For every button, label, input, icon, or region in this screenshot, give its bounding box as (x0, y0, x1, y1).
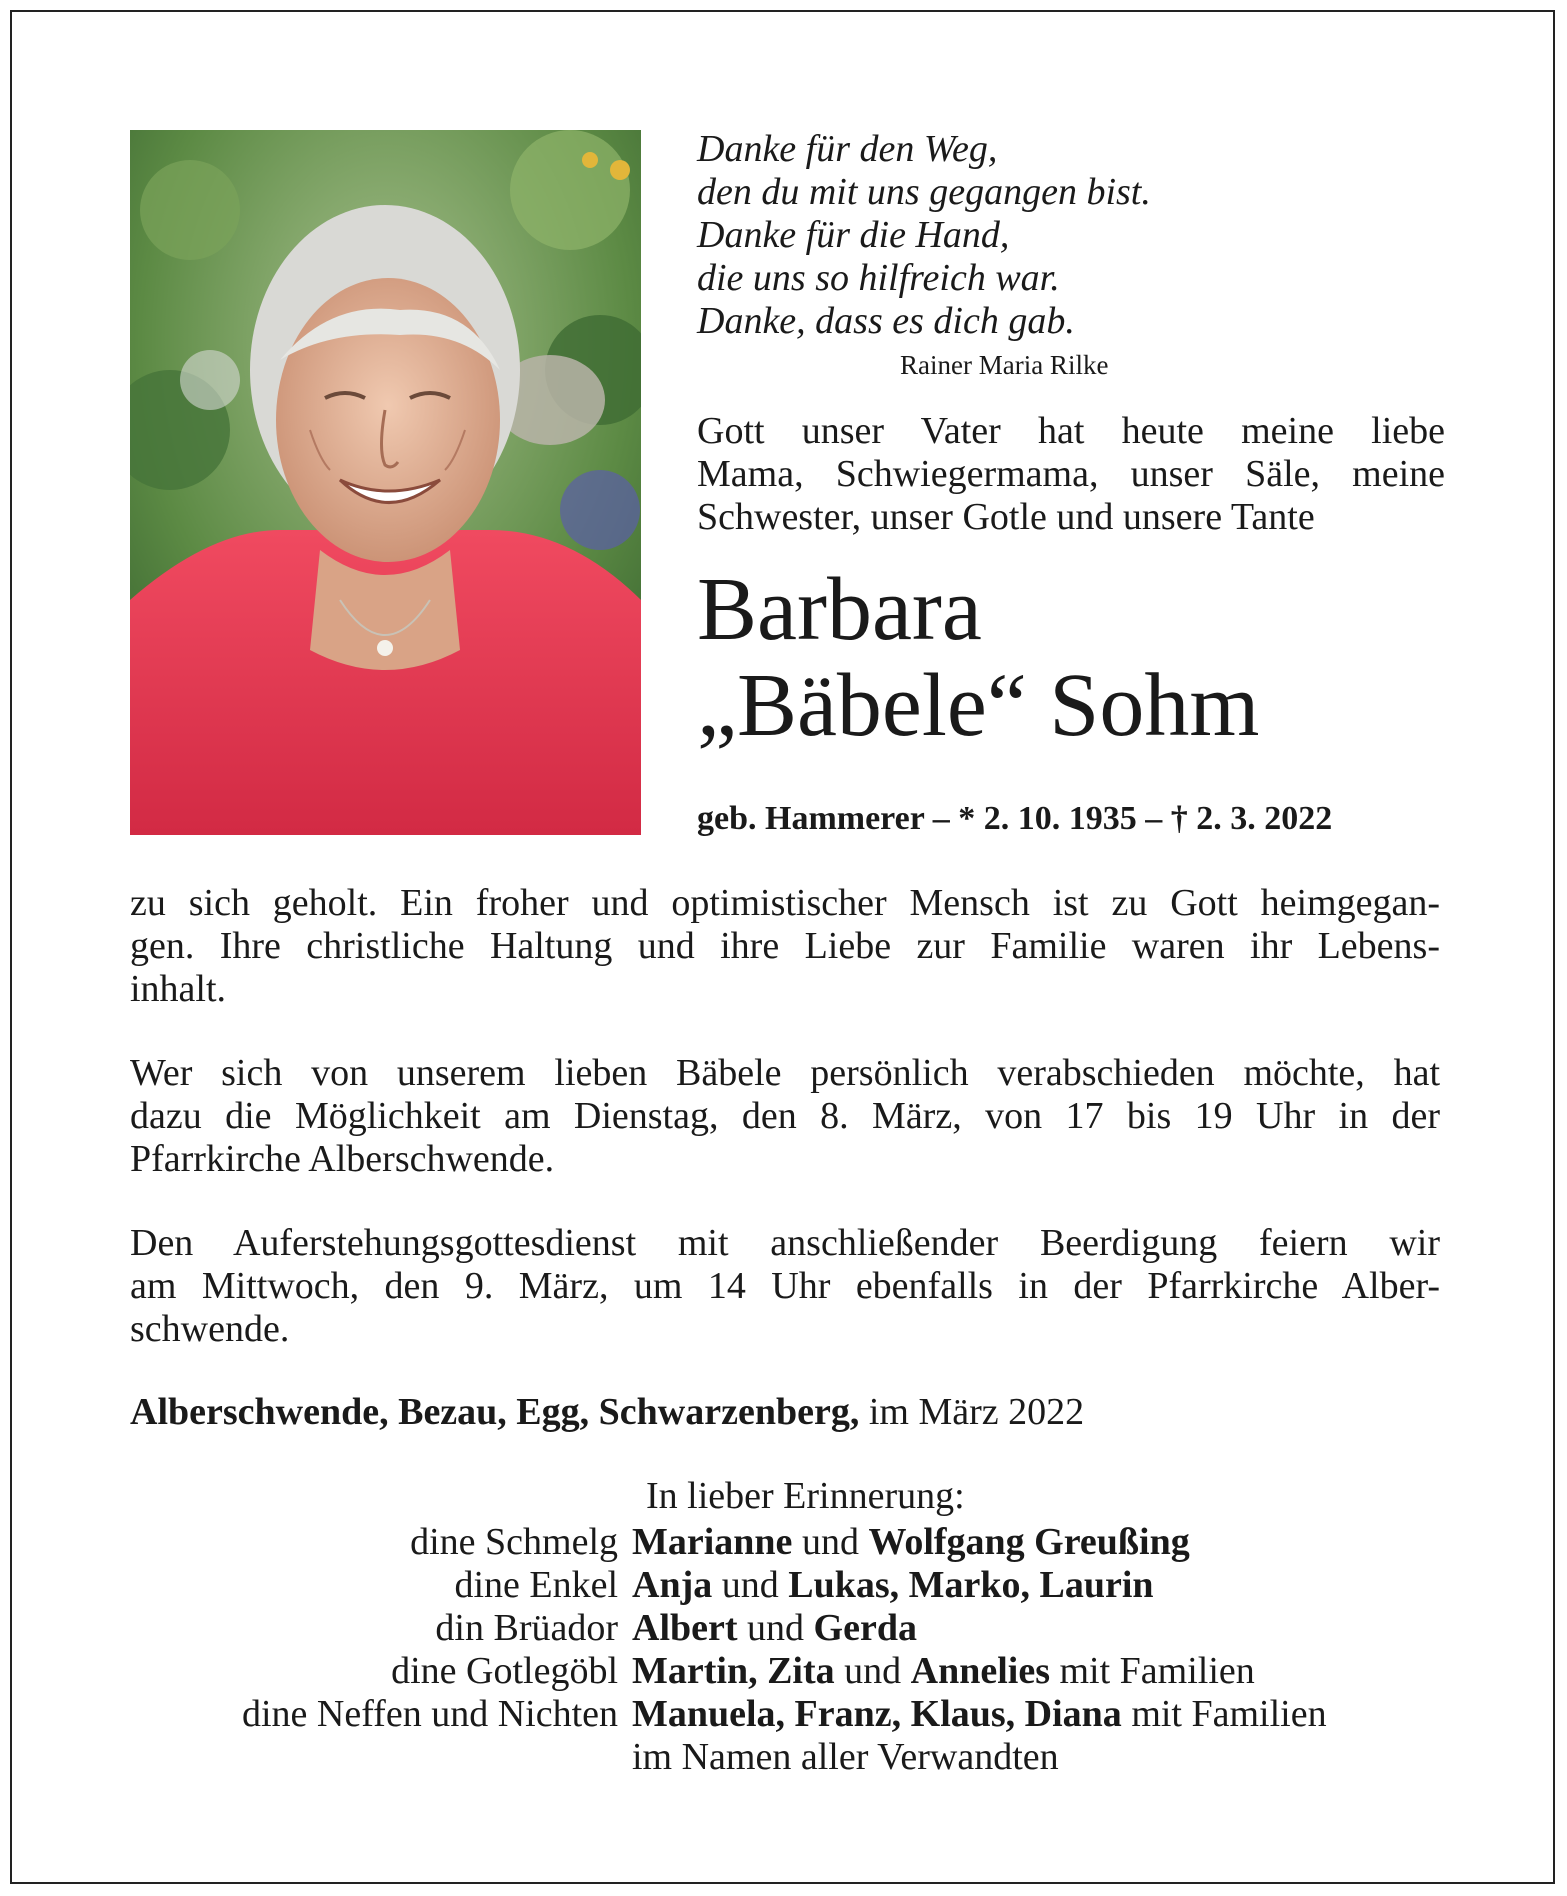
body-line: zu sich geholt. Ein froher und optimistischer Mensch ist zu Gott heimgegan- (130, 882, 1440, 924)
poem (697, 128, 1151, 343)
mourner-name: Martin, Zita (632, 1650, 835, 1692)
body-line: am Mittwoch, den 9. März, um 14 Uhr ebenfalls in der Pfarrkirche Alber- (130, 1265, 1440, 1307)
poem-line: Danke, dass es dich gab. (697, 300, 1075, 342)
body-line: Den Auferstehungsgottesdienst mit anschließender Beerdigung feiern wir (130, 1222, 1440, 1264)
nickname-surname: „Bäbele“ Sohm (697, 656, 1260, 755)
mourner-names (632, 1736, 1059, 1779)
mourner-connector: und (737, 1607, 814, 1649)
mourner-connector: mit Familien (1121, 1693, 1327, 1735)
paragraph-funeral (130, 1222, 1440, 1351)
mourner-row (130, 1607, 1327, 1650)
intro-line: Schwester, unser Gotle und unsere Tante (697, 496, 1315, 538)
mourner-row (130, 1564, 1327, 1607)
mourner-name: Anja (632, 1564, 713, 1606)
mourner-name: Gerda (813, 1607, 917, 1649)
mourner-row (130, 1693, 1327, 1736)
obituary-body (130, 882, 1440, 1392)
mourner-names (632, 1693, 1327, 1736)
mourner-relation: dine Neffen und Nichten (241, 1693, 618, 1735)
poem-line: die uns so hilfreich war. (697, 257, 1060, 299)
poem-line: den du mit uns gegangen bist. (697, 171, 1151, 213)
intro-line: Mama, Schwiegermama, unser Säle, meine (697, 453, 1445, 495)
poem-line: Danke für die Hand, (697, 214, 1010, 256)
body-line: Wer sich von unserem lieben Bäbele persönlich verabschieden möchte, hat (130, 1052, 1440, 1094)
mourner-names (632, 1521, 1190, 1564)
poem-line: Danke für den Weg, (697, 128, 998, 170)
body-line: dazu die Möglichkeit am Dienstag, den 8. März, von 17 bis 19 Uhr in der (130, 1095, 1440, 1137)
paragraph-farewell (130, 1052, 1440, 1181)
paragraph-passing (130, 882, 1440, 1011)
body-line: gen. Ihre christliche Haltung und ihre Liebe zur Familie waren ihr Lebens- (130, 925, 1440, 967)
signoff-date: im März 2022 (868, 1391, 1085, 1433)
mourner-connector: mit Familien (1050, 1650, 1255, 1692)
place-date-line (130, 1390, 1084, 1434)
mourner-connector: im Namen aller Verwandten (632, 1736, 1059, 1778)
intro-line: Gott unser Vater hat heute meine liebe (697, 410, 1445, 452)
body-line: schwende. (130, 1308, 290, 1350)
mourner-relation (130, 1736, 632, 1779)
mourner-name: Wolfgang Greußing (868, 1521, 1190, 1563)
mourner-name: Annelies (910, 1650, 1050, 1692)
mourner-relation: dine Gotlegöbl (391, 1650, 618, 1692)
mourner-relation: dine Enkel (454, 1564, 618, 1606)
mourner-connector: und (712, 1564, 789, 1606)
poem-author: Rainer Maria Rilke (900, 350, 1109, 380)
body-line: Pfarrkirche Alberschwende. (130, 1138, 555, 1180)
memory-heading: In lieber Erinnerung: (646, 1475, 965, 1517)
mourner-row (130, 1521, 1327, 1564)
mourner-name: Lukas, Marko, Laurin (788, 1564, 1154, 1606)
body-line: inhalt. (130, 968, 227, 1010)
portrait-photo (130, 130, 641, 835)
deceased-name (697, 562, 1259, 754)
mourners-list (130, 1521, 1327, 1779)
birth-death-dates: geb. Hammerer – * 2. 10. 1935 – † 2. 3. 2022 (697, 800, 1333, 837)
first-name: Barbara (697, 560, 982, 659)
mourner-name: Manuela, Franz, Klaus, Diana (632, 1693, 1122, 1735)
places: Alberschwende, Bezau, Egg, Schwarzenberg, (130, 1391, 860, 1433)
mourner-row (130, 1650, 1327, 1693)
mourner-relation: dine Schmelg (410, 1521, 618, 1563)
mourner-row (130, 1736, 1327, 1779)
mourner-names (632, 1650, 1255, 1693)
mourner-names (632, 1607, 917, 1650)
mourner-names (632, 1564, 1154, 1607)
mourner-name: Albert (632, 1607, 738, 1649)
mourner-name: Marianne (632, 1521, 793, 1563)
mourner-connector: und (792, 1521, 869, 1563)
mourner-connector: und (834, 1650, 911, 1692)
mourner-relation: din Brüador (435, 1607, 618, 1649)
intro-text (697, 410, 1445, 539)
